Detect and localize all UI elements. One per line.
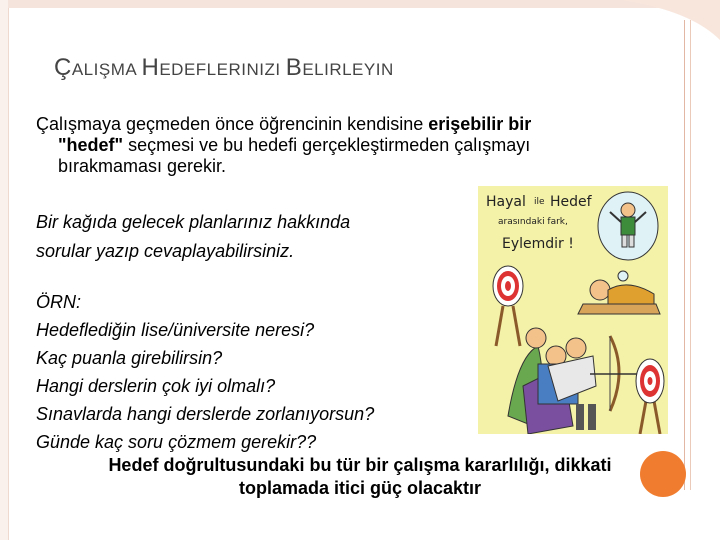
slide-frame-top <box>0 0 720 8</box>
example-item: Kaç puanla girebilirsin? <box>36 348 223 368</box>
example-item: Hedeflediğin lise/üniversite neresi? <box>36 320 315 340</box>
cartoon-text-hayal: Hayal <box>486 194 526 210</box>
example-item: Sınavlarda hangi derslerde zorlanıyorsun? <box>36 404 375 424</box>
conclusion-paragraph: Hedef doğrultusundaki bu tür bir çalışma kararlılığı, dikkati toplamada itici güç olacaktır <box>108 455 612 498</box>
corner-decoration <box>620 0 720 40</box>
right-border-line-2 <box>690 20 691 490</box>
right-border-line <box>684 20 685 490</box>
slide-frame-left <box>0 0 8 540</box>
intro-paragraph: Çalışmaya geçmeden önce öğrencinin kendisine erişebilir bir "hedef" seçmesi ve bu hedefi gerçekleştirmeden çalışmayı bırakmaması gerekir. <box>36 114 532 176</box>
slide-title: ÇALIŞMA HEDEFLERINIZI BELIRLEYIN <box>54 54 394 81</box>
cartoon-text-hedef: Hedef <box>550 194 592 210</box>
archery-cartoon-illustration <box>478 186 668 434</box>
slide-frame-line <box>8 8 9 540</box>
example-item: Günde kaç soru çözmem gerekir?? <box>36 432 317 452</box>
cartoon-text-eylem: Eylemdir ! <box>502 236 574 252</box>
example-item: Hangi derslerin çok iyi olmalı? <box>36 376 276 396</box>
tip-paragraph: Bir kağıda gelecek planlarınız hakkında sorular yazıp cevaplayabilirsiniz. <box>36 212 351 261</box>
example-heading: ÖRN: <box>36 292 81 312</box>
cartoon-text-fark: arasındaki fark, <box>498 217 568 227</box>
cartoon-text-ile: ile <box>534 197 545 207</box>
example-questions <box>36 288 374 456</box>
